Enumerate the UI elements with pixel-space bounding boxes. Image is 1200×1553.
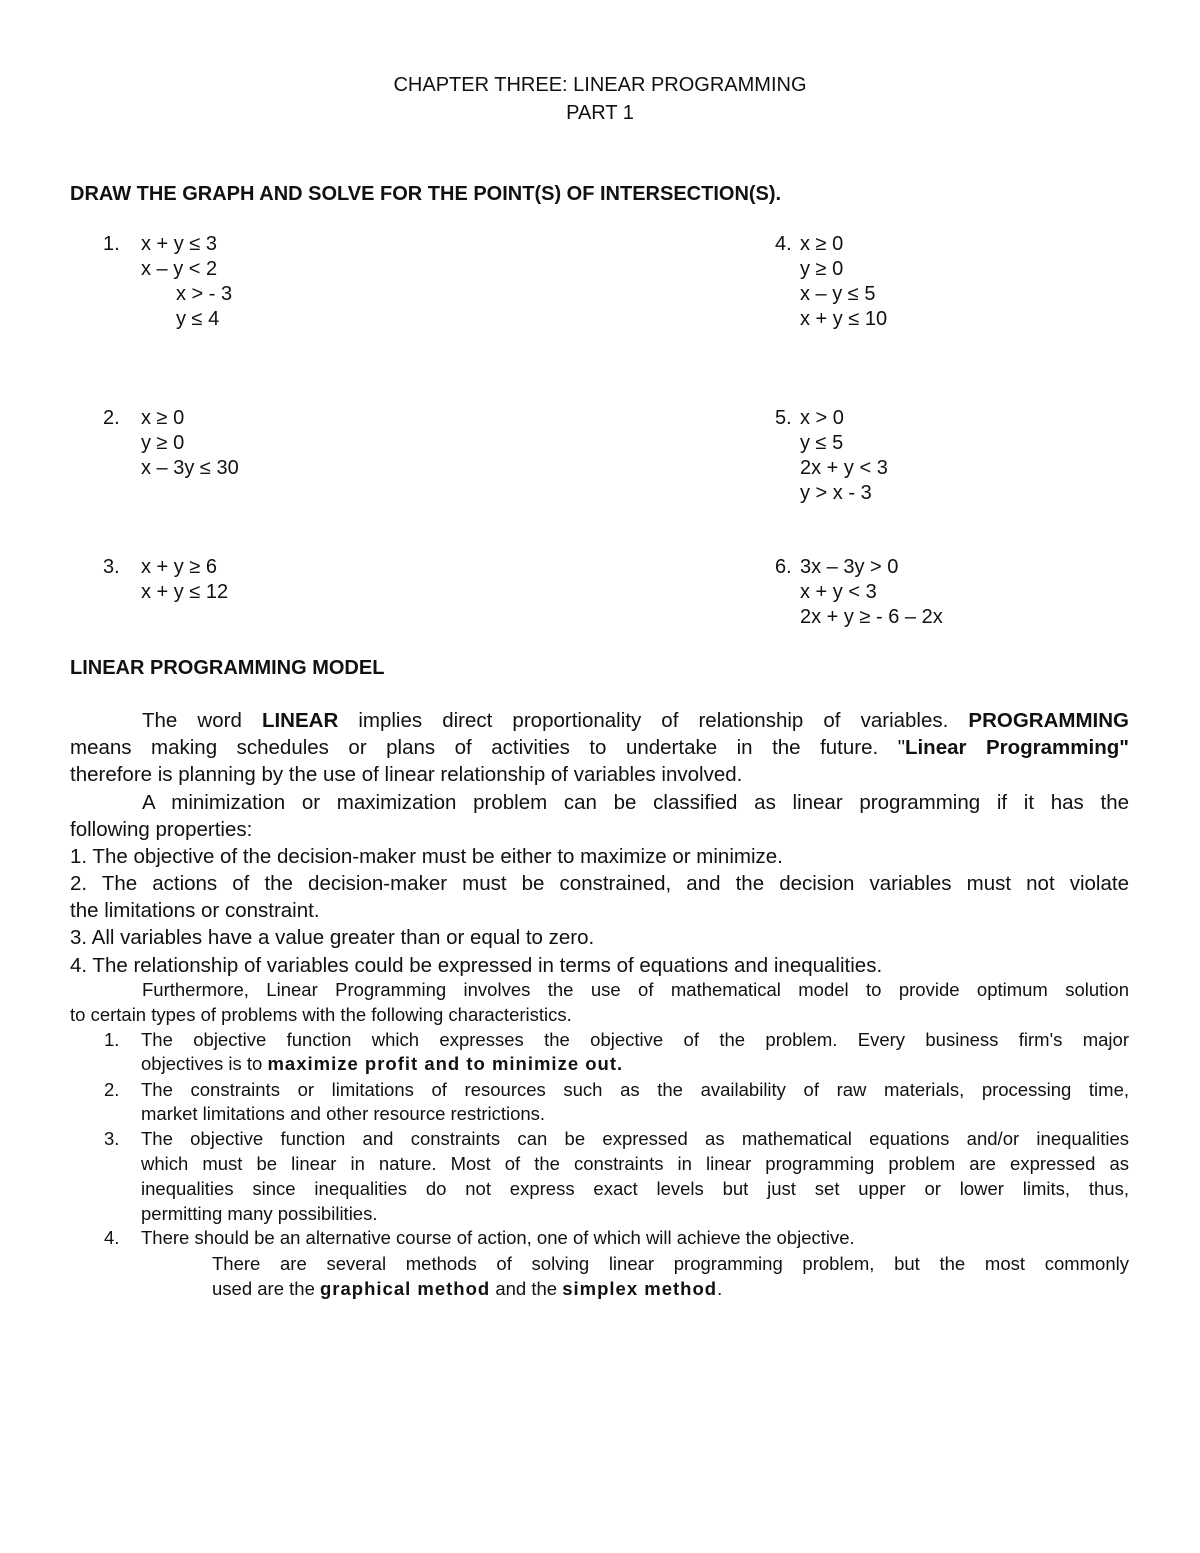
inequality: y ≥ 0	[800, 258, 844, 280]
problem-number: 1.	[103, 233, 120, 255]
characteristic-2-line-2: market limitations and other resource restrictions.	[141, 1103, 546, 1124]
inequality: x > 0	[800, 407, 844, 429]
inequality: x – y < 2	[141, 258, 218, 280]
intro-line-2	[70, 734, 1129, 761]
intro-text: The word	[142, 709, 262, 732]
problem-number: 4.	[775, 233, 792, 255]
closing-line-1: There are several methods of solving linear programming problem, but the most commonly	[212, 1253, 1129, 1274]
characteristic-3-line-3: inequalities since inequalities do not express exact levels but just set upper or lower limits, thus,	[141, 1178, 1129, 1199]
closing-line-2	[212, 1277, 722, 1302]
model-heading: LINEAR PROGRAMMING MODEL	[70, 657, 385, 679]
property-1: 1. The objective of the decision-maker must be either to maximize or minimize.	[70, 845, 783, 868]
inequality: x + y < 3	[800, 581, 877, 603]
problem-number: 6.	[775, 556, 792, 578]
intro-line-3: therefore is planning by the use of linear relationship of variables involved.	[70, 763, 743, 786]
inequality: 2x + y ≥ - 6 – 2x	[800, 606, 943, 628]
property-2-cont: the limitations or constraint.	[70, 899, 320, 922]
inequality: x ≥ 0	[800, 233, 844, 255]
closing-text: used are the	[212, 1278, 320, 1299]
inequality: x – 3y ≤ 30	[141, 457, 239, 479]
page-subtitle: PART 1	[566, 102, 634, 124]
inequality: x – y ≤ 5	[800, 283, 876, 305]
linear-programming-term: Linear Programming"	[904, 736, 1129, 759]
inequality: x + y ≤ 10	[800, 308, 888, 330]
graphical-method-term: graphical method	[320, 1278, 491, 1299]
simplex-method-term: simplex method	[562, 1278, 718, 1299]
inequality: y ≤ 5	[800, 432, 844, 454]
furthermore-line-1: Furthermore, Linear Programming involves the use of mathematical model to provide optimum solution	[142, 979, 1129, 1000]
property-2: 2. The actions of the decision-maker must be constrained, and the decision variables must not violate	[70, 872, 1129, 895]
linear-term: LINEAR	[261, 709, 339, 732]
property-3: 3. All variables have a value greater than or equal to zero.	[70, 926, 595, 949]
characteristic-number: 4.	[104, 1227, 120, 1248]
inequality: y ≤ 4	[176, 308, 220, 330]
inequality: x > - 3	[176, 283, 233, 305]
inequality: y > x - 3	[800, 482, 872, 504]
characteristic-number: 3.	[104, 1128, 120, 1149]
intro-text: means making schedules or plans of activities to undertake in the future. "	[70, 736, 905, 759]
inequality: 2x + y < 3	[800, 457, 888, 479]
characteristic-1-line-1: The objective function which expresses the objective of the problem. Every business firm's major	[141, 1029, 1129, 1050]
inequality: y ≥ 0	[141, 432, 185, 454]
intro-line-1	[142, 707, 1129, 734]
property-4: 4. The relationship of variables could be expressed in terms of equations and inequalities.	[70, 954, 883, 977]
intro-text: implies direct proportionality of relationship of variables.	[338, 709, 969, 732]
intro-line-5: following properties:	[70, 818, 253, 841]
exercise-heading: DRAW THE GRAPH AND SOLVE FOR THE POINT(S) OF INTERSECTION(S).	[70, 183, 782, 205]
characteristic-number: 2.	[104, 1079, 120, 1100]
inequality: x + y ≤ 3	[141, 233, 218, 255]
intro-line-4: A minimization or maximization problem can be classified as linear programming if it has the	[142, 791, 1129, 814]
characteristic-text: objectives is to	[141, 1053, 268, 1074]
inequality: 3x – 3y > 0	[800, 556, 899, 578]
characteristic-number: 1.	[104, 1029, 120, 1050]
problem-number: 3.	[103, 556, 120, 578]
closing-text: .	[717, 1278, 723, 1299]
furthermore-line-2: to certain types of problems with the following characteristics.	[70, 1004, 572, 1025]
characteristic-3-line-2: which must be linear in nature. Most of the constraints in linear programming problem are expressed as	[141, 1153, 1129, 1174]
programming-term: PROGRAMMING	[968, 709, 1129, 732]
characteristic-2-line-1: The constraints or limitations of resources such as the availability of raw materials, processing time,	[141, 1079, 1129, 1100]
page-title: CHAPTER THREE: LINEAR PROGRAMMING	[393, 74, 807, 96]
inequality: x + y ≤ 12	[141, 581, 229, 603]
inequality: x + y ≥ 6	[141, 556, 218, 578]
characteristic-4-line-1: There should be an alternative course of action, one of which will achieve the objective.	[141, 1227, 855, 1248]
characteristic-1-line-2	[141, 1052, 623, 1077]
problem-number: 2.	[103, 407, 120, 429]
characteristic-3-line-1: The objective function and constraints can be expressed as mathematical equations and/or inequalities	[141, 1128, 1129, 1149]
emphasis-text: maximize profit and to minimize out.	[267, 1053, 624, 1074]
inequality: x ≥ 0	[141, 407, 185, 429]
closing-text: and the	[490, 1278, 563, 1299]
problem-number: 5.	[775, 407, 792, 429]
characteristic-3-line-4: permitting many possibilities.	[141, 1203, 378, 1224]
